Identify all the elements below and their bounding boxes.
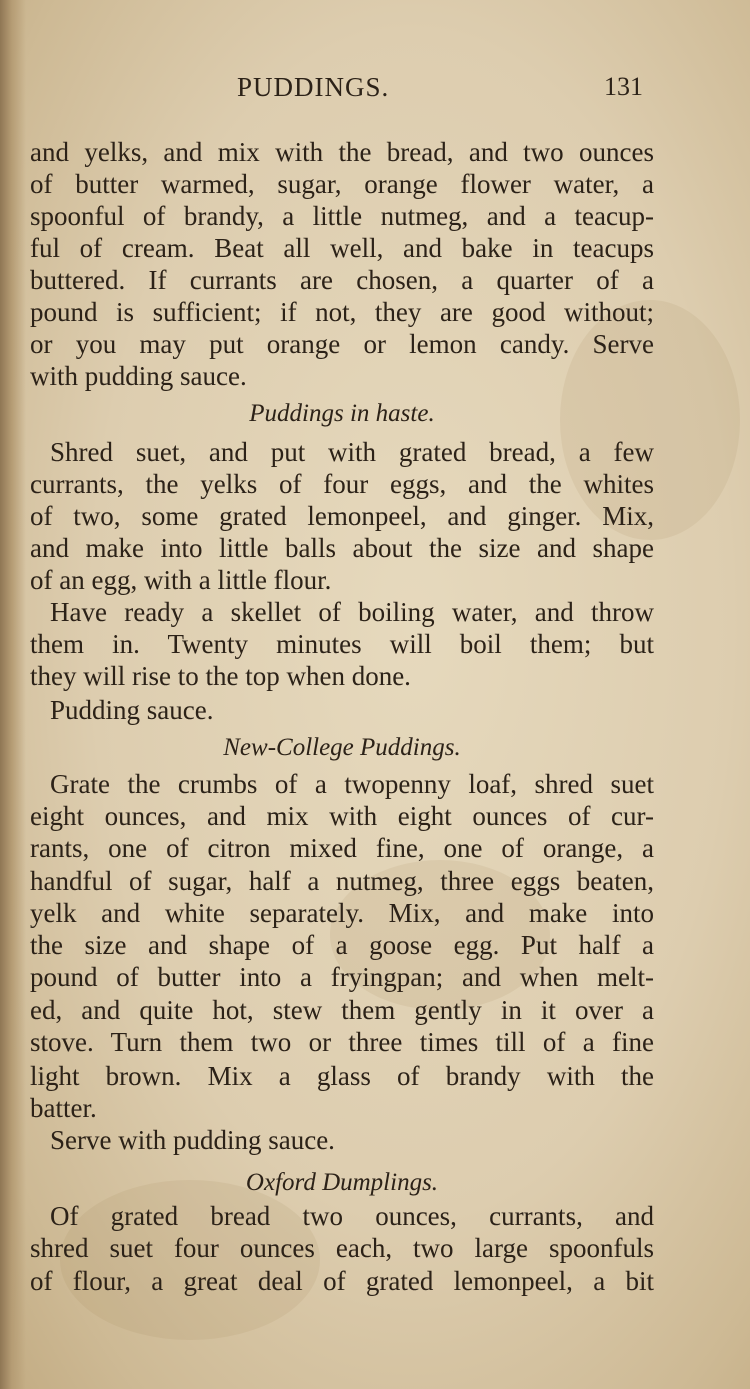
text-line: buttered. If currants are chosen, a quarter of a <box>30 265 654 295</box>
text-line: handful of sugar, half a nutmeg, three eggs beaten, <box>30 866 654 896</box>
text-line: them in. Twenty minutes will boil them; but <box>30 629 654 659</box>
text-line: of flour, a great deal of grated lemonpeel, a bit <box>30 1266 654 1296</box>
text-line: Serve with pudding sauce. <box>50 1125 335 1155</box>
text-line: of two, some grated lemonpeel, and ginger. Mix, <box>30 501 654 531</box>
text-line: of butter warmed, sugar, orange flower water, a <box>30 169 654 199</box>
text-line: Of grated bread two ounces, currants, and <box>50 1201 654 1231</box>
text-line: and yelks, and mix with the bread, and two ounces <box>30 137 654 167</box>
text-line: and make into little balls about the size and shape <box>30 533 654 563</box>
text-line: yelk and white separately. Mix, and make into <box>30 898 654 928</box>
text-line: ed, and quite hot, stew them gently in it over a <box>30 995 654 1025</box>
recipe-heading: Puddings in haste. <box>249 400 435 427</box>
text-line: Have ready a skellet of boiling water, and throw <box>50 597 654 627</box>
page-number: 131 <box>604 72 643 101</box>
text-line: batter. <box>30 1093 97 1123</box>
text-line: spoonful of brandy, a little nutmeg, and a teacup- <box>30 201 654 231</box>
text-line: or you may put orange or lemon candy. Serve <box>30 329 654 359</box>
text-line: of an egg, with a little flour. <box>30 565 332 595</box>
text-line: light brown. Mix a glass of brandy with the <box>30 1061 654 1091</box>
text-line: Grate the crumbs of a twopenny loaf, shred suet <box>50 769 654 799</box>
text-line: Shred suet, and put with grated bread, a few <box>50 437 654 467</box>
text-line: pound of butter into a fryingpan; and when melt- <box>30 962 654 992</box>
text-line: shred suet four ounces each, two large spoonfuls <box>30 1233 654 1263</box>
text-line: pound is sufficient; if not, they are good without; <box>30 297 654 327</box>
page-gutter-shadow <box>0 0 26 1389</box>
text-line: the size and shape of a goose egg. Put half a <box>30 930 654 960</box>
text-line: with pudding sauce. <box>30 361 247 391</box>
text-line: stove. Turn them two or three times till of a fine <box>30 1027 654 1057</box>
recipe-heading: Oxford Dumplings. <box>245 1169 439 1196</box>
running-header <box>0 72 750 112</box>
recipe-heading: New-College Puddings. <box>223 734 461 761</box>
text-line: they will rise to the top when done. <box>30 661 411 691</box>
text-line: ful of cream. Beat all well, and bake in teacups <box>30 233 654 263</box>
text-line: eight ounces, and mix with eight ounces of cur- <box>30 801 654 831</box>
text-line: currants, the yelks of four eggs, and the whites <box>30 469 654 499</box>
running-title: PUDDINGS. <box>237 72 390 102</box>
text-line: Pudding sauce. <box>50 695 214 725</box>
text-line: rants, one of citron mixed fine, one of orange, a <box>30 833 654 863</box>
